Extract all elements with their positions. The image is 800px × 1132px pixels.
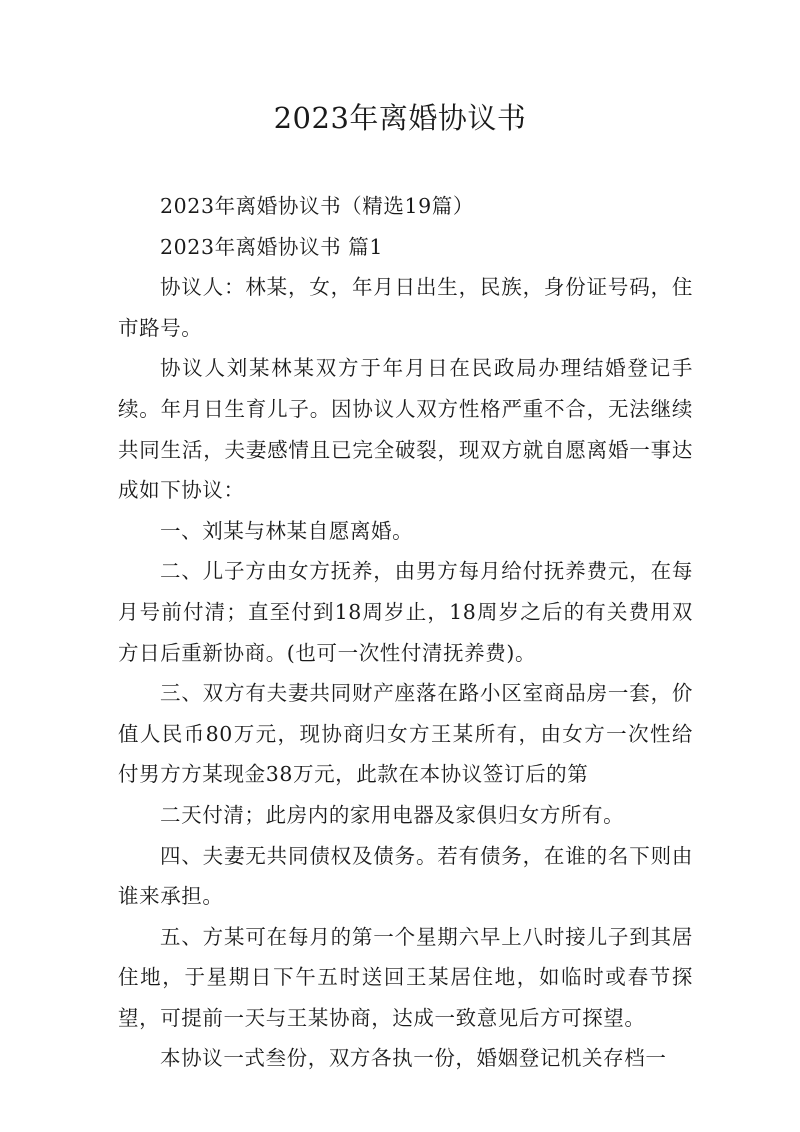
paragraph-copies: 本协议一式叁份，双方各执一份，婚姻登记机关存档一 [160, 1046, 667, 1071]
paragraph-background: 协议人刘某林某双方于年月日在民政局办理结婚登记手续。年月日生育儿子。因协议人双方性格严重不合，无法继续共同生活，夫妻感情且已完全破裂，现双方就自愿离婚一事达成如下协议： [118, 356, 693, 503]
paragraph-section-title: 2023年离婚协议书 篇1 [160, 234, 384, 259]
paragraph-clause-3: 三、双方有夫妻共同财产座落在路小区室商品房一套，价值人民币80万元，现协商归女方王某所有，由女方一次性给付男方方某现金38万元，此款在本协议签订后的第 [118, 681, 693, 787]
paragraph-clause-4: 四、夫妻无共同债权及债务。若有债务，在谁的名下则由谁来承担。 [118, 843, 693, 909]
document-title: 2023年离婚协议书 [273, 101, 527, 135]
paragraph-clause-1: 一、刘某与林某自愿离婚。 [160, 518, 414, 543]
paragraph-heading: 2023年离婚协议书（精选19篇） [160, 194, 474, 218]
paragraph-clause-3-cont: 二天付清；此房内的家用电器及家俱归女方所有。 [160, 802, 625, 827]
paragraph-party: 协议人：林某，女，年月日出生，民族，身份证号码，住市路号。 [118, 275, 693, 340]
paragraph-clause-5: 五、方某可在每月的第一个星期六早上八时接儿子到其居住地，于星期日下午五时送回王某居住地，如临时或春节探望，可提前一天与王某协商，达成一致意见后方可探望。 [118, 924, 693, 1030]
paragraph-clause-2: 二、儿子方由女方抚养，由男方每月给付抚养费元，在每月号前付清；直至付到18周岁止，18周岁之后的有关费用双方日后重新协商。(也可一次性付清抚养费)。 [118, 559, 693, 665]
document-body [118, 186, 693, 1079]
